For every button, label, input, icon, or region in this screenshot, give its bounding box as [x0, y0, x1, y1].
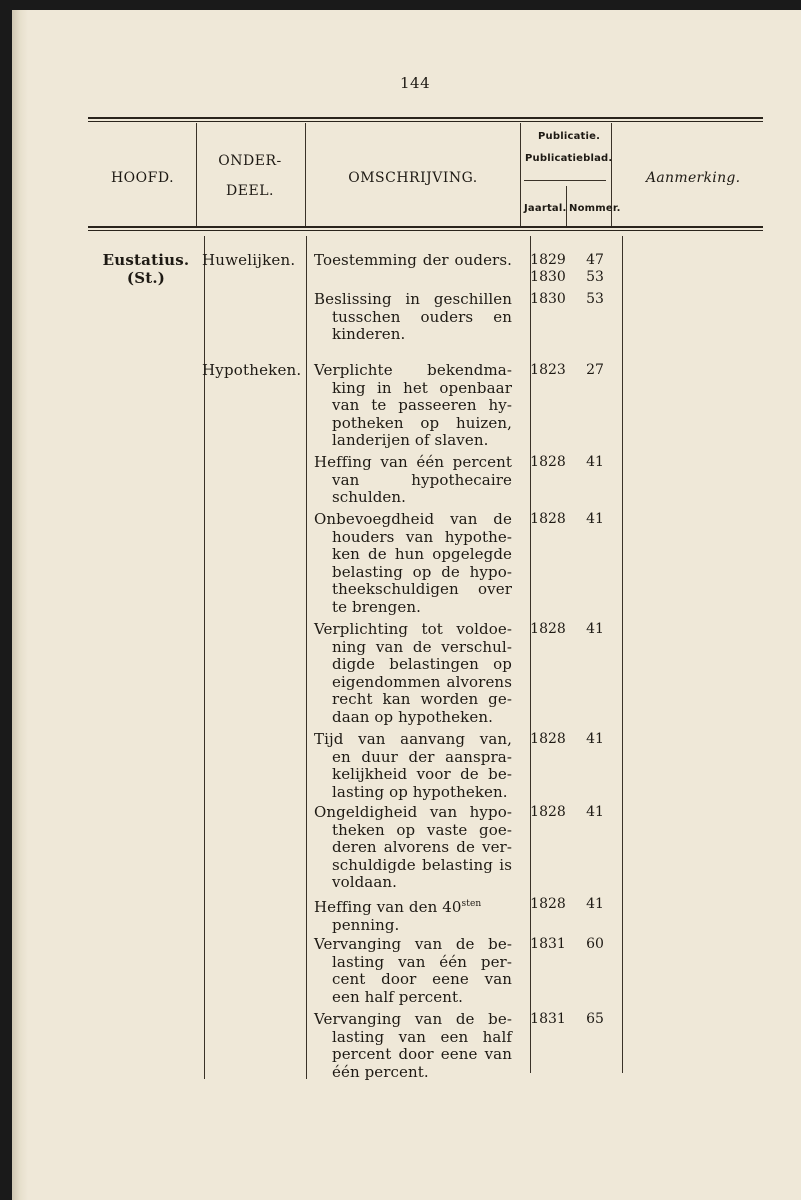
entry-line: van te passeeren hy-: [332, 396, 512, 415]
entry-year: 1828: [530, 804, 566, 820]
entry-description: [314, 252, 512, 270]
entry-line: één percent.: [332, 1062, 429, 1081]
entry-year: 1828: [530, 896, 566, 912]
entry-description: [314, 896, 512, 934]
entry-year: 1829: [530, 252, 566, 268]
top-rule: [88, 117, 763, 119]
entry-line: Heffing van den $40^{sten}$: [314, 898, 482, 916]
entry-line: Toestemming der ouders.: [314, 251, 512, 269]
header-nommer: Nommer.: [569, 203, 621, 214]
entry-line: Verplichting tot voldoe-: [314, 620, 512, 638]
header-divider-2: [305, 123, 306, 226]
entry-line: lasting op hypotheken.: [332, 782, 508, 801]
entry-line: kinderen.: [332, 325, 406, 344]
entry-line: belasting op de hypo-: [332, 562, 512, 581]
header-bottom-rule: [88, 226, 763, 228]
entry-line: lasting van één per-: [332, 952, 512, 971]
entry-line: landerijen of slaven.: [332, 431, 489, 450]
body-divider-2: [306, 236, 307, 1079]
entry-line: Ongeldigheid van hypo-: [314, 803, 512, 821]
entry-line: schulden.: [332, 488, 407, 507]
entry-number: 65: [586, 1011, 604, 1027]
entry-year: 1831: [530, 1011, 566, 1027]
page-edge: [12, 10, 28, 1200]
entry-year: 1828: [530, 454, 566, 470]
entry-line: van hypothecaire: [332, 470, 512, 489]
entry-number: 53: [586, 269, 604, 285]
entry-line: theekschuldigen over: [332, 580, 512, 599]
entry-line: tusschen ouders en: [332, 307, 512, 326]
header-divider-1: [196, 123, 197, 226]
entry-description: [314, 454, 512, 507]
entry-line: king in het openbaar: [332, 378, 512, 397]
hoofd-st: (St.): [126, 269, 166, 287]
header-hoofd: HOOFD.: [110, 170, 175, 186]
entry-description: [314, 1011, 512, 1081]
entry-line: penning.: [332, 915, 400, 934]
entry-line: cent door eene van: [332, 970, 512, 989]
entry-line: deren alvorens de ver-: [332, 838, 512, 857]
entry-description: [314, 936, 512, 1006]
entry-line: lasting van een half: [332, 1027, 512, 1046]
header-bottom-rule-thin: [88, 230, 763, 231]
header-divider-3: [520, 123, 521, 226]
entry-line: daan op hypotheken.: [332, 707, 493, 726]
entry-line: kelijkheid voor de be-: [332, 765, 512, 784]
entry-line: Heffing van één percent: [314, 453, 512, 471]
entry-description: [314, 511, 512, 617]
page-number: 144: [400, 74, 431, 92]
entry-line: ning van de verschul-: [332, 637, 512, 656]
entry-line: potheken op huizen,: [332, 413, 512, 432]
header-publicatie: Publicatie.: [538, 131, 601, 142]
entry-line: ken de hun opgelegde: [332, 545, 512, 564]
hoofd-eustatius: Eustatius.: [102, 251, 190, 269]
entry-line: te brengen.: [332, 597, 421, 616]
entry-number: 41: [586, 454, 604, 470]
entry-line: en duur der aanspra-: [332, 747, 512, 766]
entry-number: 60: [586, 936, 604, 952]
entry-line: Verplichte bekendma-: [314, 361, 512, 379]
entry-year: 1830: [530, 291, 566, 307]
entry-line: digde belastingen op: [332, 655, 512, 674]
onderdeel-huwelijken: Huwelijken.: [202, 251, 296, 269]
entry-description: [314, 362, 512, 450]
onderdeel-hypotheken: Hypotheken.: [202, 361, 302, 379]
entry-number: 41: [586, 621, 604, 637]
entry-number: 47: [586, 252, 604, 268]
entry-line: eigendommen alvorens: [332, 672, 512, 691]
entry-year: 1828: [530, 621, 566, 637]
header-onderdeel-2: DEEL.: [226, 183, 274, 199]
entry-year: 1830: [530, 269, 566, 285]
entry-number: 27: [586, 362, 604, 378]
entry-line: voldaan.: [332, 873, 398, 892]
entry-line: percent door eene van: [332, 1045, 512, 1064]
entry-description: [314, 804, 512, 892]
entry-number: 41: [586, 511, 604, 527]
entry-number: 41: [586, 896, 604, 912]
entry-line: Beslissing in geschillen: [314, 290, 512, 308]
entry-number: 41: [586, 804, 604, 820]
entry-description: [314, 621, 512, 727]
entry-number: 41: [586, 731, 604, 747]
entry-line: houders van hypothe-: [332, 527, 512, 546]
entry-description: [314, 731, 512, 801]
entry-year: 1823: [530, 362, 566, 378]
entry-number: 53: [586, 291, 604, 307]
entry-year: 1828: [530, 731, 566, 747]
superscript: sten: [461, 899, 482, 909]
header-jaartal: Jaartal.: [524, 203, 567, 214]
entry-line: recht kan worden ge-: [332, 690, 512, 709]
body-divider-4: [622, 236, 623, 1073]
header-onderdeel-1: ONDER-: [218, 153, 282, 169]
entry-line: Vervanging van de be-: [314, 935, 512, 953]
header-aanmerking: Aanmerking.: [646, 170, 741, 186]
entry-line: schuldigde belasting is: [332, 855, 512, 874]
publicatie-brace: [524, 180, 606, 181]
entry-line: Onbevoegdheid van de: [314, 510, 512, 528]
entry-line: een half percent.: [332, 987, 463, 1006]
entry-year: 1831: [530, 936, 566, 952]
entry-description: [314, 291, 512, 344]
header-publicatieblad: Publicatieblad.: [525, 153, 613, 164]
entry-line: theken op vaste goe-: [332, 820, 512, 839]
entry-year: 1828: [530, 511, 566, 527]
header-omschrijving: OMSCHRIJVING.: [348, 170, 478, 186]
entry-line: Tijd van aanvang van,: [314, 730, 512, 748]
top-rule-thin: [88, 121, 763, 122]
entry-line: Vervanging van de be-: [314, 1010, 512, 1028]
